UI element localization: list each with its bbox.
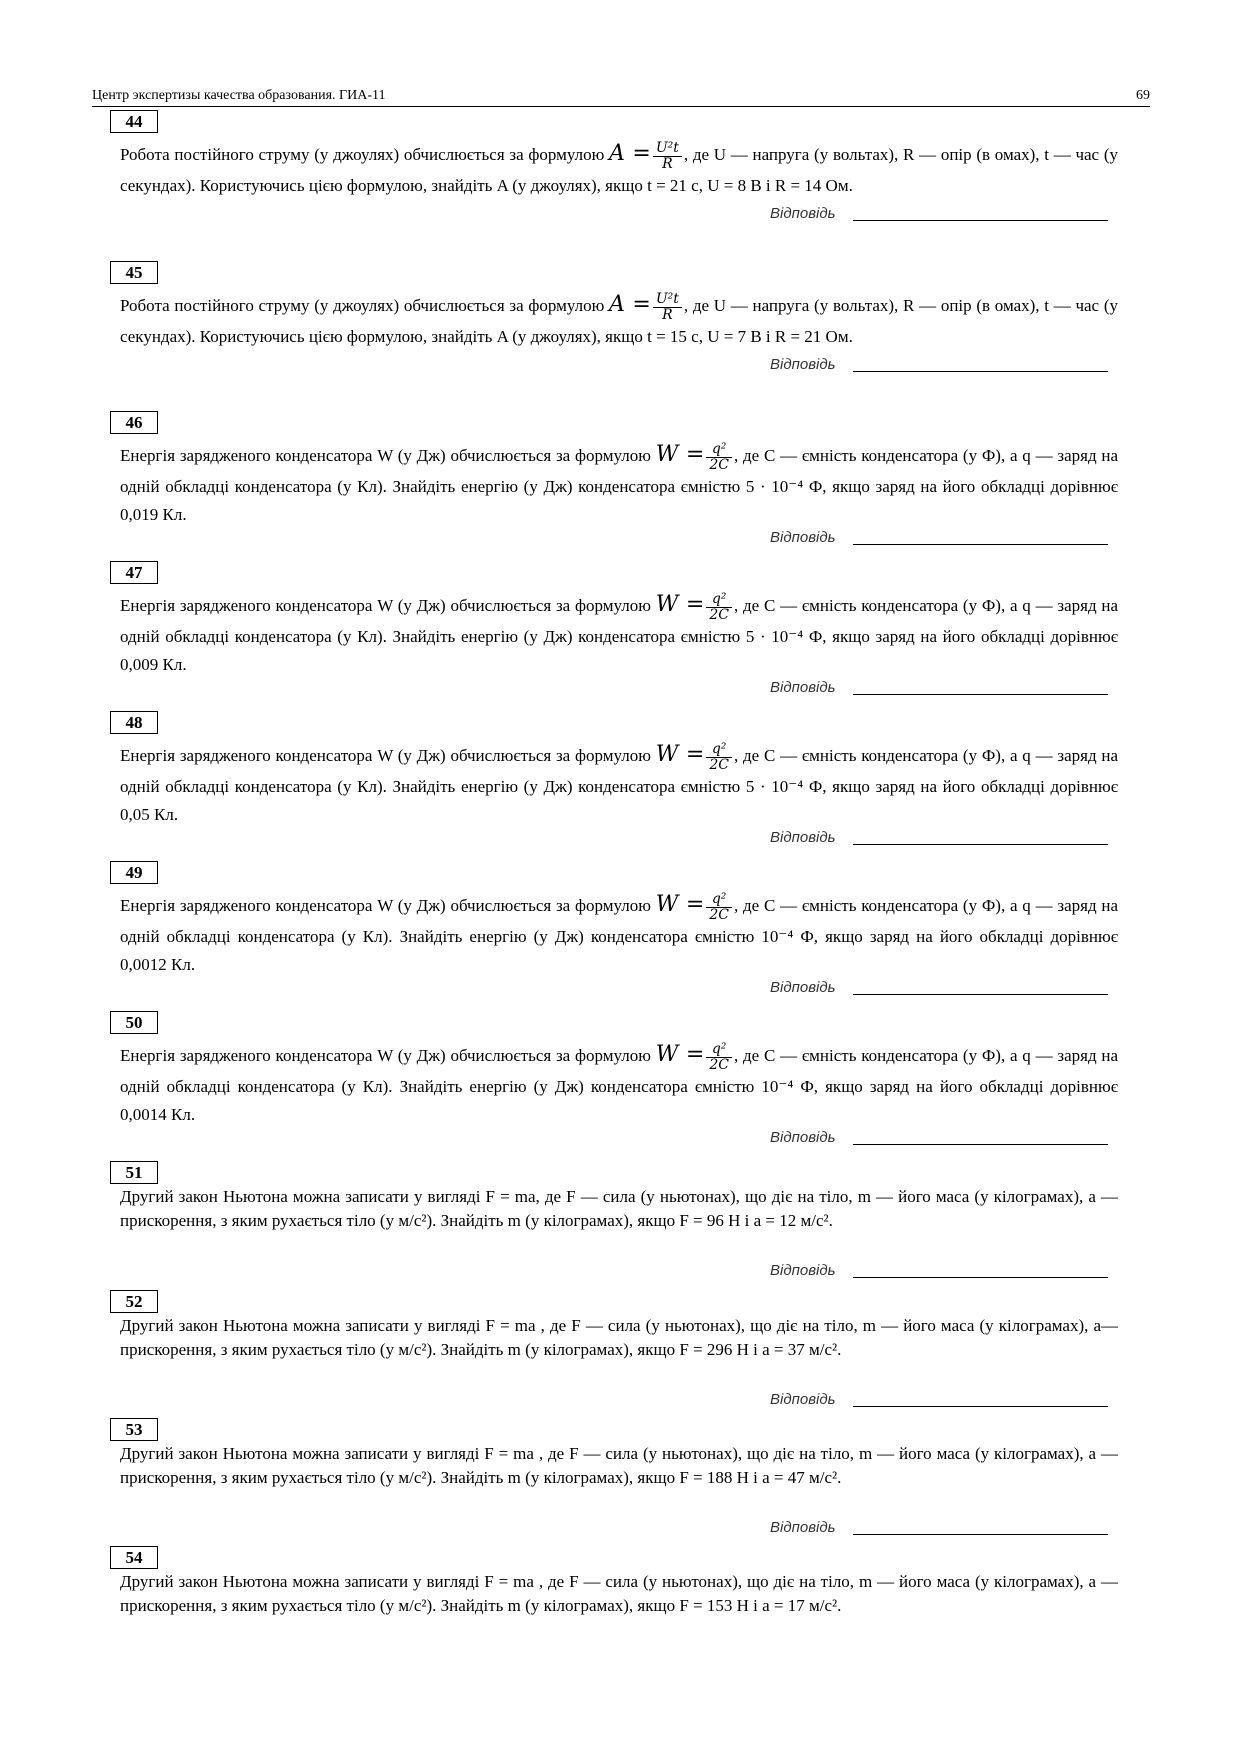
problem-text: Енергія зарядженого конденсатора W (у Дж) обчислюється за формулою W = $\frac{\text{q²}}{2C}$ , де C — ємність конденсатора (у Ф), а q — заряд на одній обкладці конденсатора (у Кл). Знайдіть енергію (у Дж) конденсатора ємністю 5 · 10⁻⁴ Ф, якщо заряд на його обкладці дорівнює 0,009 Кл. [120,590,1119,674]
formula-fraction: $\frac{\text{U²t}}{R}$ [653,292,682,323]
problem-number: 53 [110,1418,158,1441]
problem-number: 47 [110,561,158,584]
answer-field[interactable]: Відповідь [770,1388,1108,1408]
problem-number: 49 [110,861,158,884]
header-title: Центр экспертизы качества образования. ГИА-11 [92,88,386,103]
problem-number: 50 [110,1011,158,1034]
problem-text: Другий закон Ньютона можна записати у вигляді F = ma, де F — сила (у ньютонах), що діє на тіло, m — його маса (у кілограмах), a — прискорення, з яким рухається тіло (у м/с²). Знайдіть m (у кілограмах), якщо F = 96 Н і a = 12 м/с². [120,1187,1118,1230]
formula-fraction: $\frac{\text{U²t}}{R}$ [653,141,682,172]
problem-text: Другий закон Ньютона можна записати у вигляді F = ma , де F — сила (у ньютонах), що діє на тіло, m — його маса (у кілограмах), a — прискорення, з яким рухається тіло (у м/с²). Знайдіть m (у кілограмах), якщо F = 188 Н і a = 47 м/с². [120,1444,1118,1487]
answer-field[interactable]: Відповідь [770,1259,1108,1279]
formula-fraction: $\frac{\text{q²}}{2C}$ [706,1042,732,1073]
problem-number: 51 [110,1161,158,1184]
problem-text: Другий закон Ньютона можна записати у вигляді F = ma , де F — сила (у ньютонах), що діє на тіло, m — його маса (у кілограмах), a — прискорення, з яким рухається тіло (у м/с²). Знайдіть m (у кілограмах), якщо F = 153 Н і a = 17 м/с². [120,1572,1118,1615]
problem-text: Другий закон Ньютона можна записати у вигляді F = ma , де F — сила (у ньютонах), що діє на тіло, m — його маса (у кілограмах), a— прискорення, з яким рухається тіло (у м/с²). Знайдіть m (у кілограмах), якщо F = 296 Н і a = 37 м/с². [120,1316,1118,1359]
problem-text: Енергія зарядженого конденсатора W (у Дж) обчислюється за формулою W = $\frac{\text{q²}}{2C}$ , де C — ємність конденсатора (у Ф), а q — заряд на одній обкладці конденсатора (у Кл). Знайдіть енергію (у Дж) конденсатора ємністю 10⁻⁴ Ф, якщо заряд на його обкладці дорівнює 0,0014 Кл. [120,1040,1119,1124]
formula-fraction: $\frac{\text{q²}}{2C}$ [706,892,732,923]
answer-field[interactable]: Відповідь [770,1126,1108,1146]
problem-text: Робота постійного струму (у джоулях) обчислюється за формулою A = $\frac{\text{U²t}}{R}$ , де U — напруга (у вольтах), R — опір (в омах), t — час (у секундах). Користуючись цією формулою, знайдіть A (у джоулях), якщо t = 15 с, U = 7 В і R = 21 Ом. [120,290,1118,346]
problem-number: 44 [110,110,158,133]
answer-field[interactable]: Відповідь [770,526,1108,546]
answer-field[interactable]: Відповідь [770,1516,1108,1536]
problem-text: Енергія зарядженого конденсатора W (у Дж) обчислюється за формулою W = $\frac{\text{q²}}{2C}$ , де C — ємність конденсатора (у Ф), а q — заряд на одній обкладці конденсатора (у Кл). Знайдіть енергію (у Дж) конденсатора ємністю 5 · 10⁻⁴ Ф, якщо заряд на його обкладці дорівнює 0,05 Кл. [120,740,1119,824]
page-header [92,88,1150,108]
answer-field[interactable]: Відповідь [770,826,1108,846]
answer-field[interactable]: Відповідь [770,676,1108,696]
formula-fraction: $\frac{\text{q²}}{2C}$ [706,742,732,773]
formula-fraction: $\frac{\text{q²}}{2C}$ [706,592,732,623]
page-number: 69 [1136,88,1150,103]
problem-number: 54 [110,1546,158,1569]
answer-field[interactable]: Відповідь [770,202,1108,222]
header-divider [92,106,1150,107]
problem-number: 46 [110,411,158,434]
problem-text: Робота постійного струму (у джоулях) обчислюється за формулою A = $\frac{\text{U²t}}{R}$ , де U — напруга (у вольтах), R — опір (в омах), t — час (у секундах). Користуючись цією формулою, знайдіть A (у джоулях), якщо t = 21 с, U = 8 В і R = 14 Ом. [120,139,1118,195]
problem-text: Енергія зарядженого конденсатора W (у Дж) обчислюється за формулою W = $\frac{\text{q²}}{2C}$ , де C — ємність конденсатора (у Ф), а q — заряд на одній обкладці конденсатора (у Кл). Знайдіть енергію (у Дж) конденсатора ємністю 5 · 10⁻⁴ Ф, якщо заряд на його обкладці дорівнює 0,019 Кл. [120,440,1119,524]
problem-number: 52 [110,1290,158,1313]
problem-text: Енергія зарядженого конденсатора W (у Дж) обчислюється за формулою W = $\frac{\text{q²}}{2C}$ , де C — ємність конденсатора (у Ф), а q — заряд на одній обкладці конденсатора (у Кл). Знайдіть енергію (у Дж) конденсатора ємністю 10⁻⁴ Ф, якщо заряд на його обкладці дорівнює 0,0012 Кл. [120,890,1119,974]
answer-field[interactable]: Відповідь [770,976,1108,996]
problem-number: 48 [110,711,158,734]
problem-number: 45 [110,261,158,284]
answer-field[interactable]: Відповідь [770,353,1108,373]
formula-fraction: $\frac{\text{q²}}{2C}$ [706,442,732,473]
